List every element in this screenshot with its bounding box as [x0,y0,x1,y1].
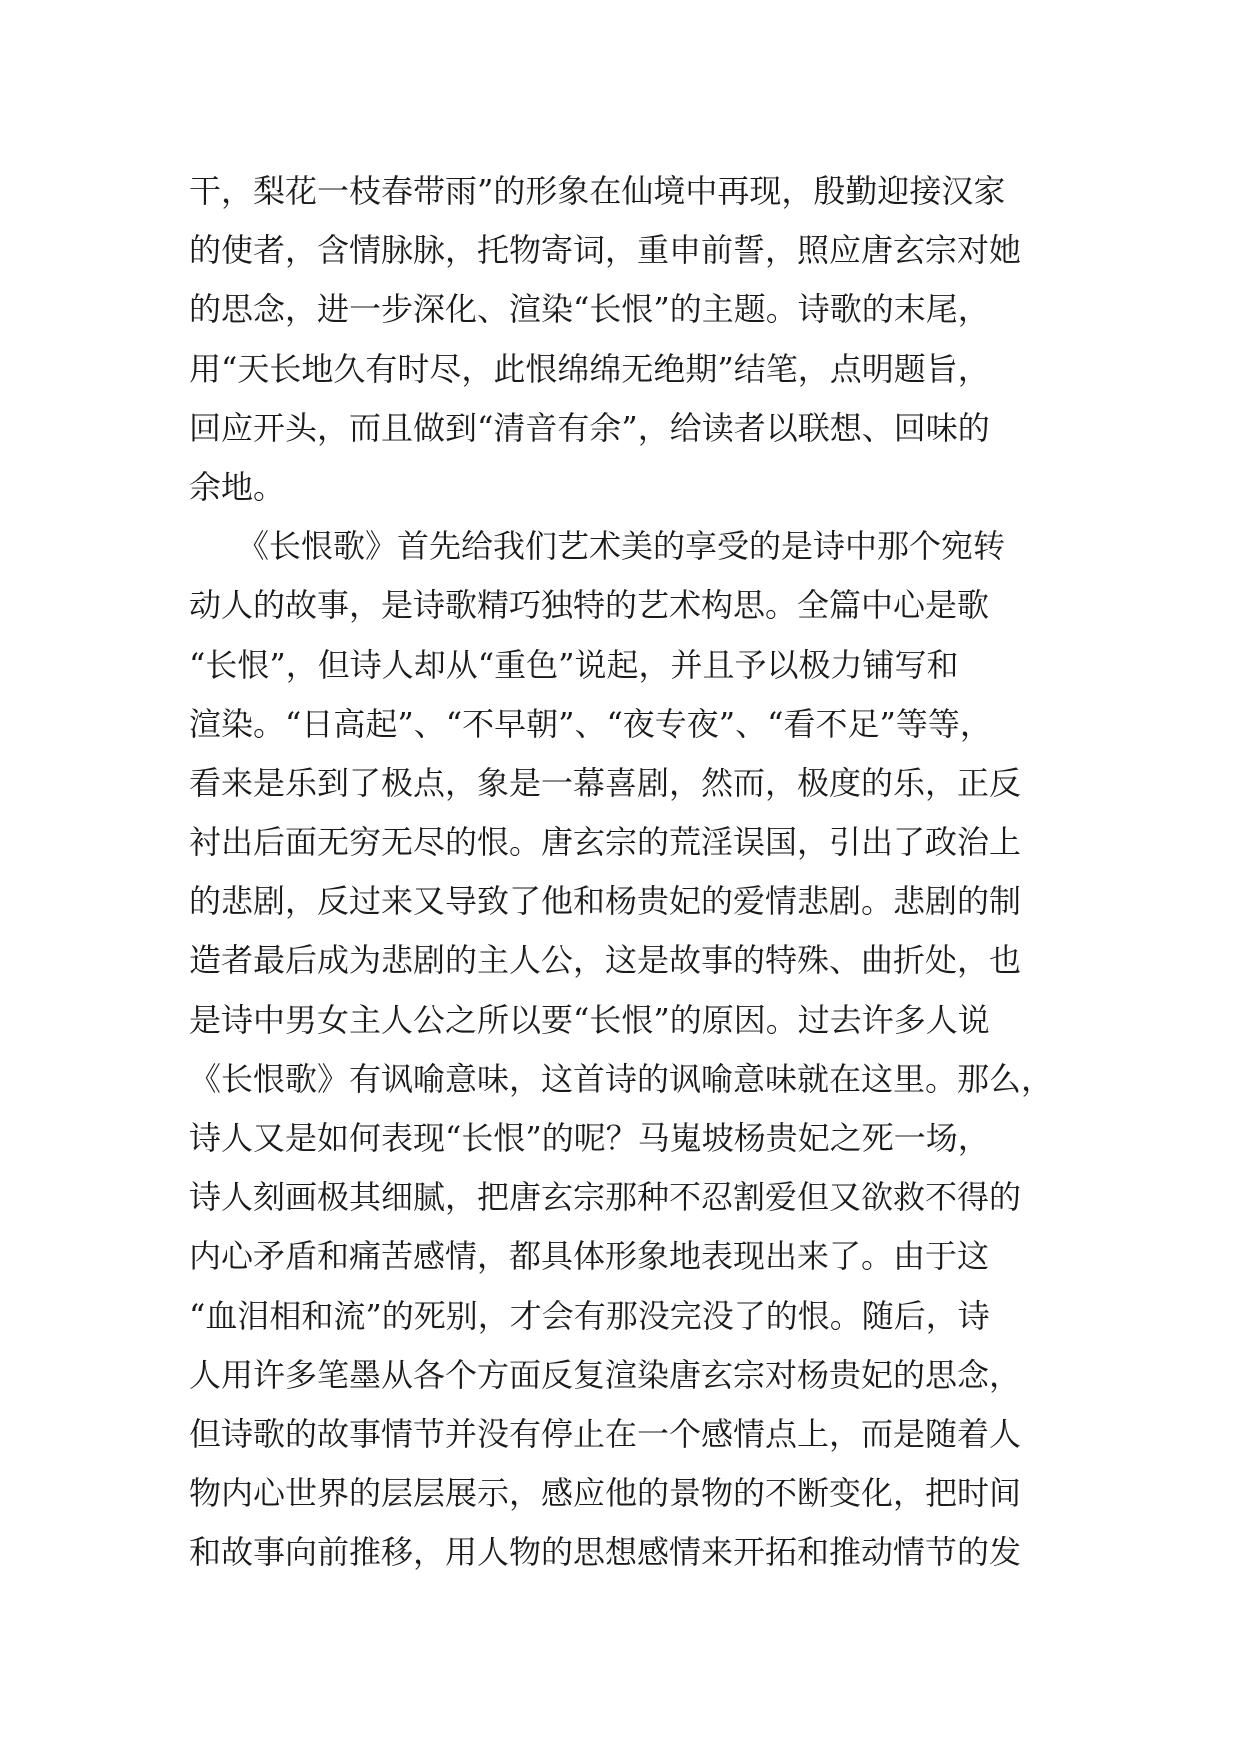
text-line: 但诗歌的故事情节并没有停止在一个感情点上，而是随着人 [189,1414,1022,1453]
text-line: 诗人刻画极其细腻，把唐玄宗那种不忍割爱但又欲救不得的 [189,1178,1022,1217]
text-line: 看来是乐到了极点，象是一幕喜剧，然而，极度的乐，正反 [189,763,1022,802]
body-text [189,162,1069,1583]
text-line: “长恨”，但诗人却从“重色”说起，并且予以极力铺写和 [189,645,959,684]
text-line: 《长恨歌》首先给我们艺术美的享受的是诗中那个宛转 [189,527,1006,566]
text-line: 衬出后面无穷无尽的恨。唐玄宗的荒淫误国，引出了政治上 [189,823,1022,862]
text-line: 和故事向前推移，用人物的思想感情来开拓和推动情节的发 [189,1533,1022,1572]
text-line: 的使者，含情脉脉，托物寄词，重申前誓，照应唐玄宗对她 [189,231,1022,270]
text-line: 渲染。“日高起”、“不早朝”、“夜专夜”、“看不足”等等， [189,704,992,743]
text-line: 人用许多笔墨从各个方面反复渲染唐玄宗对杨贵妃的思念， [189,1355,1022,1394]
text-line: 的悲剧，反过来又导致了他和杨贵妃的爱情悲剧。悲剧的制 [189,882,1022,921]
text-line: 动人的故事，是诗歌精巧独特的艺术构思。全篇中心是歌 [189,586,990,625]
text-line: 用“天长地久有时尽，此恨绵绵无绝期”结笔，点明题旨， [189,349,990,388]
text-line: 《长恨歌》有讽喻意味，这首诗的讽喻意味就在这里。那么， [189,1059,1054,1098]
text-line: 余地。 [189,467,286,506]
text-line: 是诗中男女主人公之所以要“长恨”的原因。过去许多人说 [189,1000,990,1039]
text-line: 内心矛盾和痛苦感情，都具体形象地表现出来了。由于这 [189,1237,990,1276]
text-line: 物内心世界的层层展示，感应他的景物的不断变化，把时间 [189,1474,1022,1513]
text-line: 诗人又是如何表现“长恨”的呢？马嵬坡杨贵妃之死一场， [189,1119,990,1157]
text-line: 造者最后成为悲剧的主人公，这是故事的特殊、曲折处，也 [189,941,1022,980]
text-line: 干，梨花一枝春带雨”的形象在仙境中再现，殷勤迎接汉家 [189,172,1006,210]
text-line: “血泪相和流”的死别，才会有那没完没了的恨。随后，诗 [189,1296,990,1335]
text-line: 的思念，进一步深化、渲染“长恨”的主题。诗歌的末尾， [189,290,990,329]
text-line: 回应开头，而且做到“清音有余”，给读者以联想、回味的 [189,408,990,447]
